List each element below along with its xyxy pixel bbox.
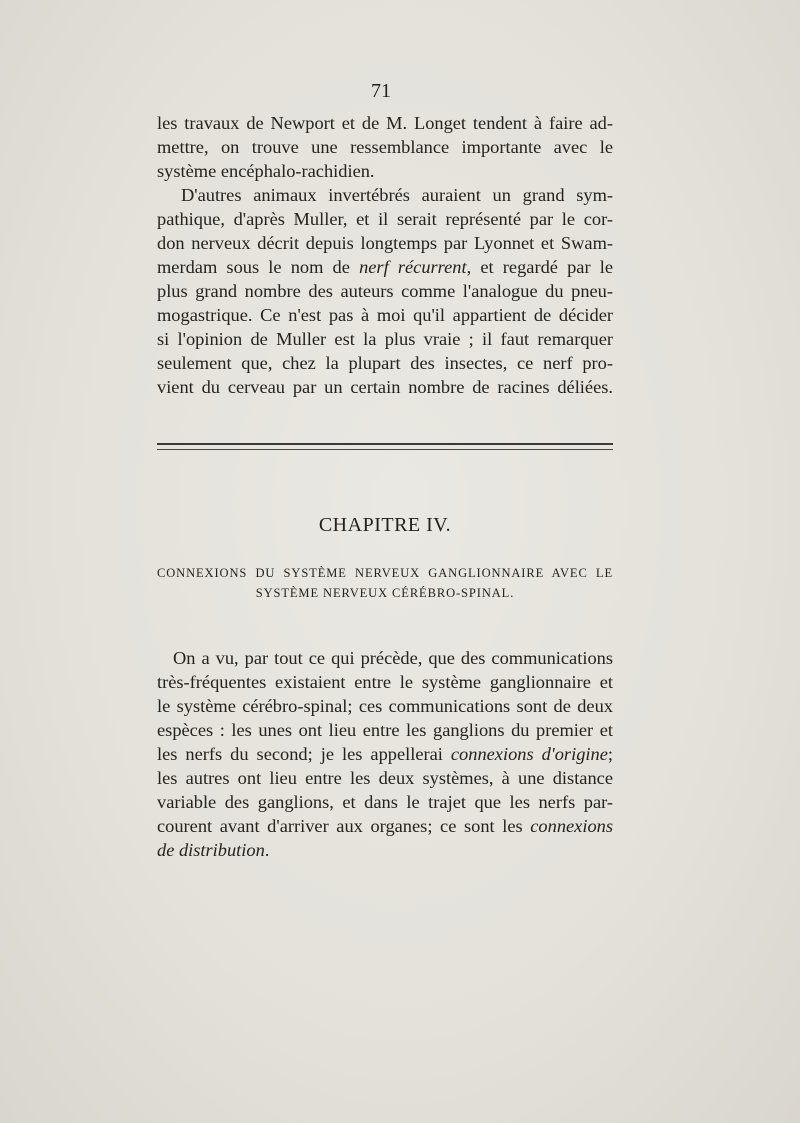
text-line: très-fréquentes existaient entre le système ganglionnaire et bbox=[157, 672, 613, 692]
text-line: le système cérébro-spinal; ces communications sont de deux bbox=[157, 696, 613, 716]
chapter-subtitle: SYSTÈME NERVEUX CÉRÉBRO-SPINAL. bbox=[255, 586, 515, 600]
text-line: variable des ganglions, et dans le trajet que les nerfs par- bbox=[157, 792, 613, 812]
text-line: pathique, d'après Muller, et il serait représenté par le cor- bbox=[157, 209, 613, 229]
text-line: les travaux de Newport et de M. Longet tendent à faire ad- bbox=[157, 113, 613, 133]
italic-term: de distribution bbox=[157, 840, 265, 860]
text-line: plus grand nombre des auteurs comme l'analogue du pneu- bbox=[157, 281, 613, 301]
text-line: seulement que, chez la plupart des insectes, ce nerf pro- bbox=[157, 353, 613, 373]
text-fragment: merdam sous le nom de bbox=[157, 257, 360, 277]
italic-term: nerf récurrent bbox=[359, 257, 467, 277]
text-fragment: ; bbox=[607, 744, 613, 764]
text-line bbox=[157, 814, 613, 838]
text-line bbox=[157, 742, 613, 766]
text-line: système encéphalo-rachidien. bbox=[157, 161, 375, 181]
text-line bbox=[157, 838, 613, 862]
text-fragment: . bbox=[264, 840, 270, 860]
text-line: mogastrique. Ce n'est pas à moi qu'il appartient de décider bbox=[157, 305, 613, 325]
text-line: vient du cerveau par un certain nombre de racines déliées. bbox=[157, 377, 613, 397]
page-number: 71 bbox=[371, 80, 391, 102]
text-line: espèces : les unes ont lieu entre les ganglions du premier et bbox=[157, 720, 613, 740]
section-divider-thick bbox=[157, 443, 613, 445]
text-line: On a vu, par tout ce qui précède, que des communications bbox=[173, 648, 613, 668]
chapter-paragraph bbox=[157, 646, 613, 862]
text-fragment: , et regardé par le bbox=[466, 257, 613, 277]
paragraph-continued bbox=[157, 111, 613, 399]
text-fragment: courent avant d'arriver aux organes; ce sont les bbox=[157, 816, 531, 836]
italic-term: connexions d'origine bbox=[450, 744, 608, 764]
text-line: don nerveux décrit depuis longtemps par Lyonnet et Swam- bbox=[157, 233, 613, 253]
text-fragment: les nerfs du second; je les appellerai bbox=[157, 744, 451, 764]
text-line bbox=[157, 255, 613, 279]
chapter-subtitle: CONNEXIONS DU SYSTÈME NERVEUX GANGLIONNAIRE AVEC LE bbox=[157, 566, 613, 580]
text-line: si l'opinion de Muller est la plus vraie ; il faut remarquer bbox=[157, 329, 613, 349]
text-line: mettre, on trouve une ressemblance importante avec le bbox=[157, 137, 613, 157]
chapter-title: CHAPITRE IV. bbox=[318, 514, 452, 536]
text-line: les autres ont lieu entre les deux systèmes, à une distance bbox=[157, 768, 613, 788]
section-divider-thin bbox=[157, 449, 613, 450]
text-line: D'autres animaux invertébrés auraient un grand sym- bbox=[181, 185, 613, 205]
italic-term: connexions bbox=[530, 816, 613, 836]
